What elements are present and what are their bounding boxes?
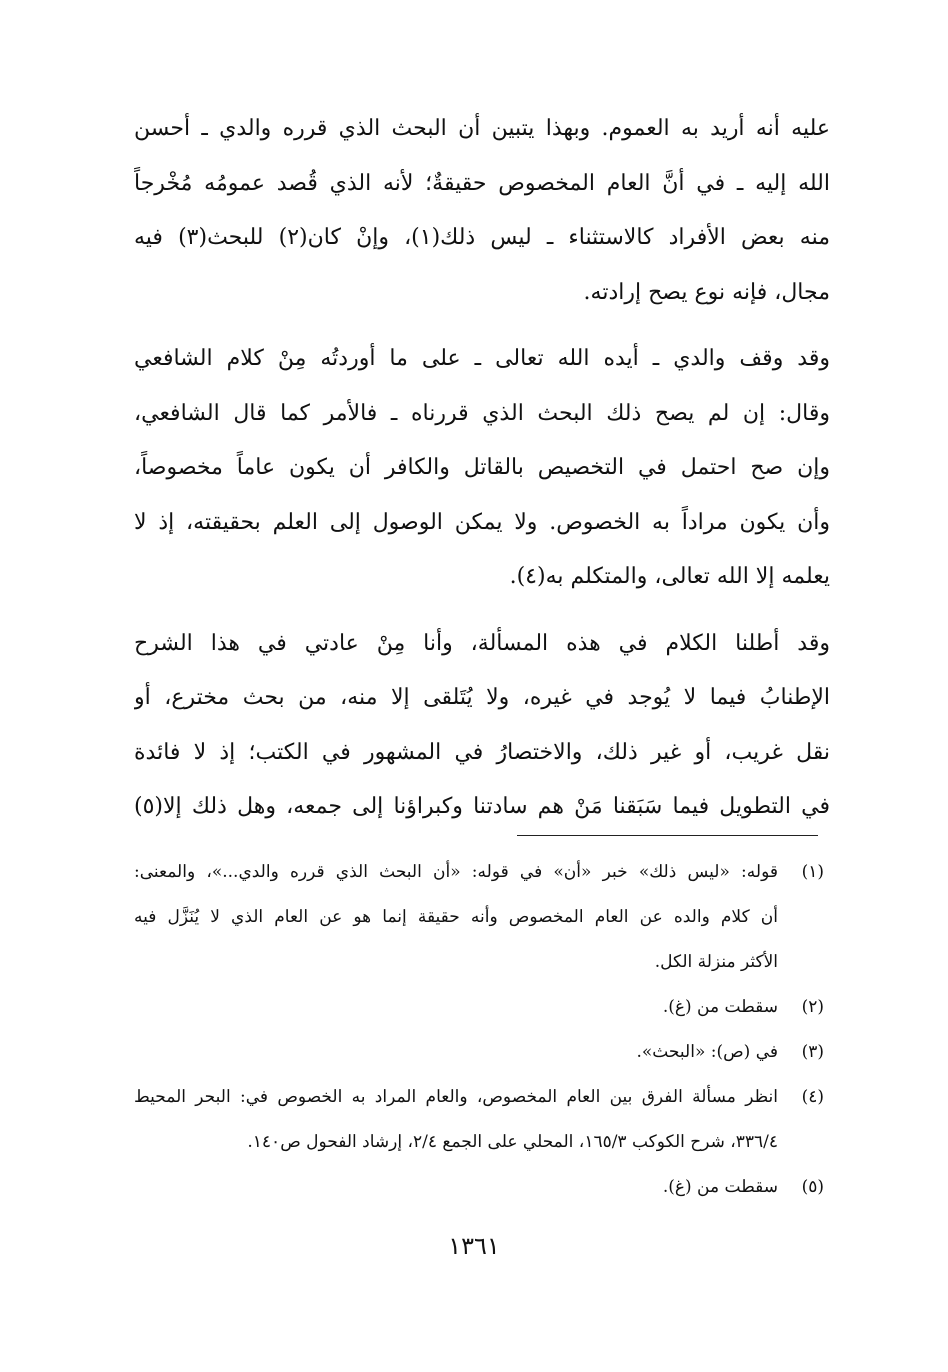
footnote-line: أن كلام والده عن العام المخصوص وأنه حقيقة إنما هو عن العام الذي لا يُنَزَّل فيه: [134, 907, 778, 927]
footnote-1: [134, 850, 824, 985]
footnote-line: في (ص): «البحث».: [636, 1042, 778, 1062]
text-line: مجال، فإنه نوع يصح إرادته.: [583, 279, 830, 305]
footnote-line: الأكثر منزلة الكل.: [654, 952, 778, 972]
text-line: وقد أطلنا الكلام في هذه المسألة، وأنا مِنْ عادتي في هذا الشرح: [134, 630, 830, 656]
text-line: يعلمه إلا الله تعالى، والمتكلم به(٤).: [509, 564, 830, 589]
text-line: الله إليه ـ في أنَّ العام المخصوص حقيقةٌ؛ لأنه الذي قُصد عمومُه مُخْرجاً: [134, 170, 830, 196]
text-line: نقل غريب، أو غير ذلك، والاختصارُ في المشهور في الكتب؛ إذ لا فائدة: [134, 739, 830, 765]
footnote-3: [134, 1030, 824, 1075]
footnote-number: (٤): [801, 1087, 824, 1107]
paragraph-3: [134, 617, 830, 835]
footnote-number: (٥): [801, 1177, 824, 1197]
footnotes: [134, 850, 824, 1210]
text-line: عليه أنه أريد به العموم. وبهذا يتبين أن البحث الذي قرره والدي ـ أحسن: [134, 116, 830, 141]
paragraph-2: [134, 332, 830, 605]
footnote-line: سقطت من (غ).: [662, 1177, 778, 1197]
footnote-line: ٣٣٦/٤، شرح الكوكب ١٦٥/٣، المحلي على الجمع ٢/٤، إرشاد الفحول ص١٤٠.: [247, 1132, 778, 1152]
paragraph-1: [134, 102, 830, 320]
text-line: وأن يكون مراداً به الخصوص. ولا يمكن الوصول إلى العلم بحقيقته، إذ لا: [134, 509, 830, 535]
footnote-number: (٢): [801, 997, 824, 1017]
footnote-line: سقطت من (غ).: [662, 997, 778, 1017]
text-line: وإن صح احتمل في التخصيص بالقاتل والكافر أن يكون عاماً مخصوصاً،: [134, 455, 830, 480]
page-number: ١٣٦١: [448, 1232, 500, 1260]
footnote-number: (١): [801, 862, 824, 882]
text-line: منه بعض الأفراد كالاستثناء ـ ليس ذلك(١)، وإنْ كان(٢) للبحث(٣) فيه: [134, 225, 830, 250]
footnote-divider: [517, 835, 818, 836]
footnote-number: (٣): [801, 1042, 824, 1062]
text-line: وقال: إن لم يصح ذلك البحث الذي قررناه ـ فالأمر كما قال الشافعي،: [134, 400, 830, 426]
footnote-5: [134, 1165, 824, 1210]
main-text: [134, 102, 830, 835]
text-line: وقد وقف والدي ـ أيده الله تعالى ـ على ما أوردتُه مِنْ كلام الشافعي: [134, 346, 830, 371]
text-line: الإطنابُ فيما لا يُوجد في غيره، ولا يُتَلقى إلا منه، من بحث مخترع، أو: [134, 685, 830, 710]
footnote-4: [134, 1075, 824, 1165]
text-line: في التطويل فيما سَبَقنا مَنْ هم سادتنا وكبراؤنا إلى جمعه، وهل ذلك إلا(٥): [134, 794, 830, 819]
footnote-line: انظر مسألة الفرق بين العام المخصوص، والعام المراد به الخصوص في: البحر المحيط: [134, 1087, 778, 1107]
footnote-line: قوله: «ليس ذلك» خبر «أن» في قوله: «أن البحث الذي قرره والدي...»، والمعنى:: [134, 862, 778, 882]
footnote-2: [134, 985, 824, 1030]
